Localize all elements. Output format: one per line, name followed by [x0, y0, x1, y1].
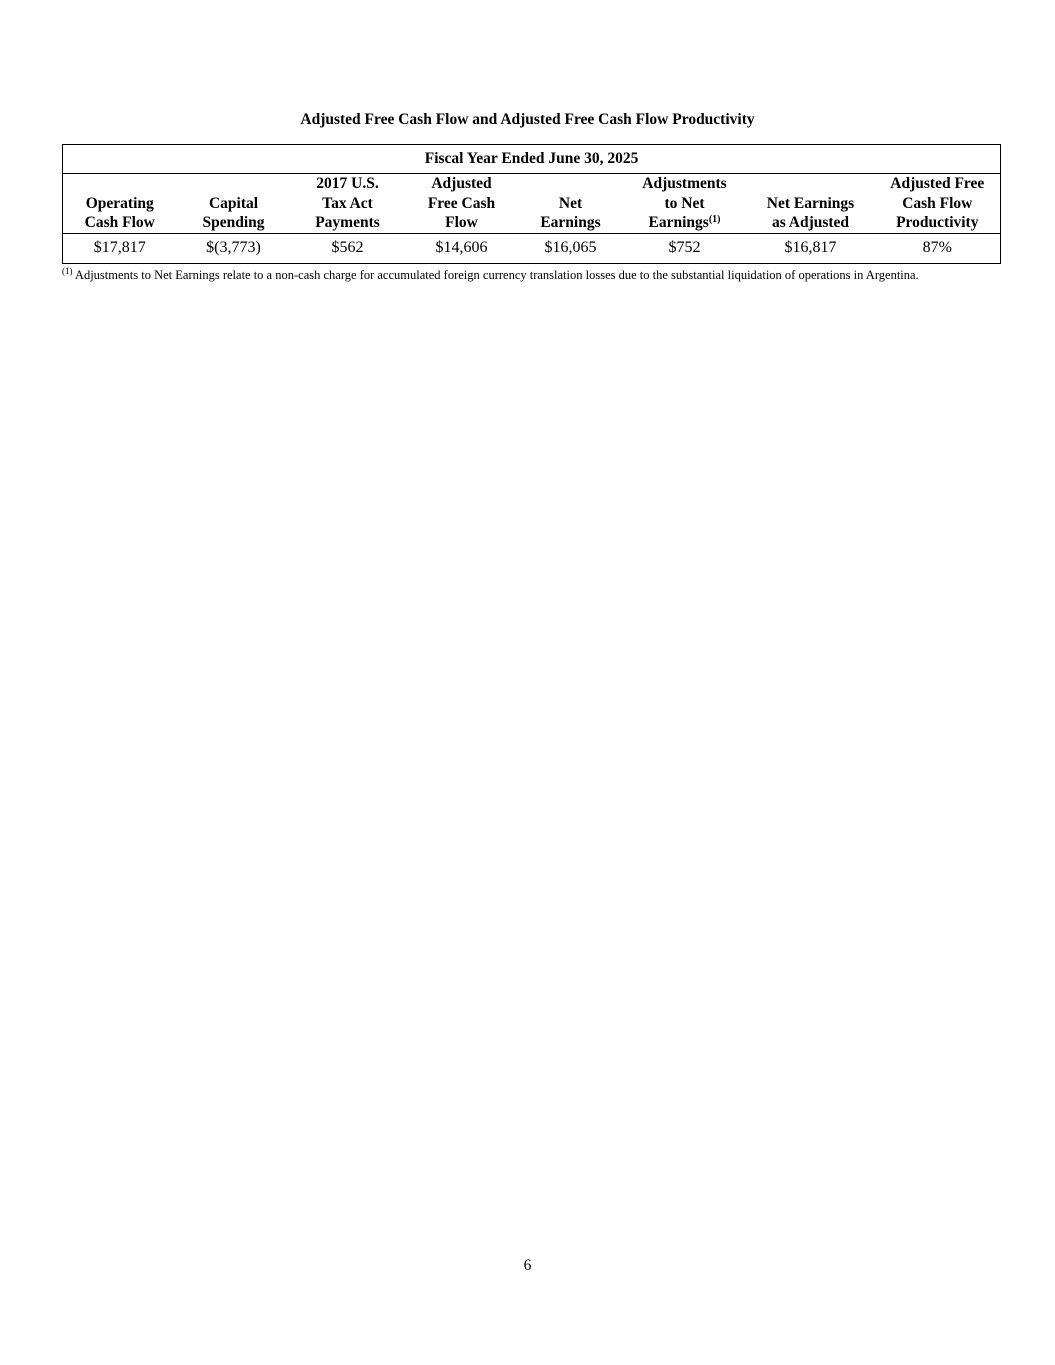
column-header-row [63, 174, 1001, 234]
header-line: Tax Act [322, 194, 373, 212]
header-adjusted-fcf-productivity [875, 174, 1001, 234]
footnote [62, 267, 962, 283]
value-capital-spending: $(3,773) [206, 239, 261, 256]
page-number: 6 [523, 1257, 532, 1274]
header-line: Earnings [540, 214, 601, 231]
footnote-marker: (1) [708, 213, 721, 225]
header-line: Spending [202, 214, 265, 231]
header-line: Adjustments [642, 175, 727, 192]
header-line: Capital [208, 194, 259, 212]
header-adjustments-to-net-earnings [623, 174, 747, 234]
header-line: Operating [85, 194, 154, 212]
header-line: Adjusted [431, 175, 492, 192]
footnote-text: Adjustments to Net Earnings relate to a non-cash charge for accumulated foreign currency translation losses due to the substantial liquidation of operations in Argentina. [72, 268, 919, 282]
fiscal-period-header: Fiscal Year Ended June 30, 2025 [63, 145, 1001, 174]
header-tax-act-payments [291, 174, 405, 234]
value-operating-cash-flow: $17,817 [93, 239, 146, 256]
value-tax-act-payments: $562 [331, 239, 364, 256]
value-net-earnings-as-adjusted: $16,817 [784, 239, 837, 256]
cash-flow-table [62, 144, 1001, 264]
header-operating-cash-flow [63, 174, 177, 234]
header-line: to Net [664, 194, 705, 212]
footnote-marker: (1) [62, 265, 73, 276]
table-row [63, 233, 1001, 263]
header-line: Productivity [896, 214, 979, 231]
header-line-text: Earnings [648, 214, 709, 231]
header-line: 2017 U.S. [316, 175, 379, 192]
header-line: Net Earnings [766, 194, 855, 212]
header-line: Cash Flow [84, 214, 155, 231]
value-adjusted-fcf-productivity: 87% [922, 239, 952, 256]
header-line: Net [558, 194, 583, 212]
value-net-earnings: $16,065 [544, 239, 597, 256]
header-net-earnings-as-adjusted [747, 174, 875, 234]
header-line: Cash Flow [902, 194, 973, 212]
header-line [623, 213, 747, 233]
header-line: Adjusted Free [890, 175, 985, 192]
value-adjusted-free-cash-flow: $14,606 [435, 239, 488, 256]
header-capital-spending [177, 174, 291, 234]
header-net-earnings [519, 174, 623, 234]
report-title: Adjusted Free Cash Flow and Adjusted Free Cash Flow Productivity [300, 111, 755, 128]
header-adjusted-free-cash-flow [405, 174, 519, 234]
header-line: as Adjusted [771, 214, 850, 231]
header-line: Payments [315, 214, 380, 231]
header-line: Free Cash [427, 194, 496, 212]
value-adjustments-to-net-earnings: $752 [668, 239, 701, 256]
period-header-row [63, 145, 1001, 174]
header-line: Flow [445, 214, 478, 231]
